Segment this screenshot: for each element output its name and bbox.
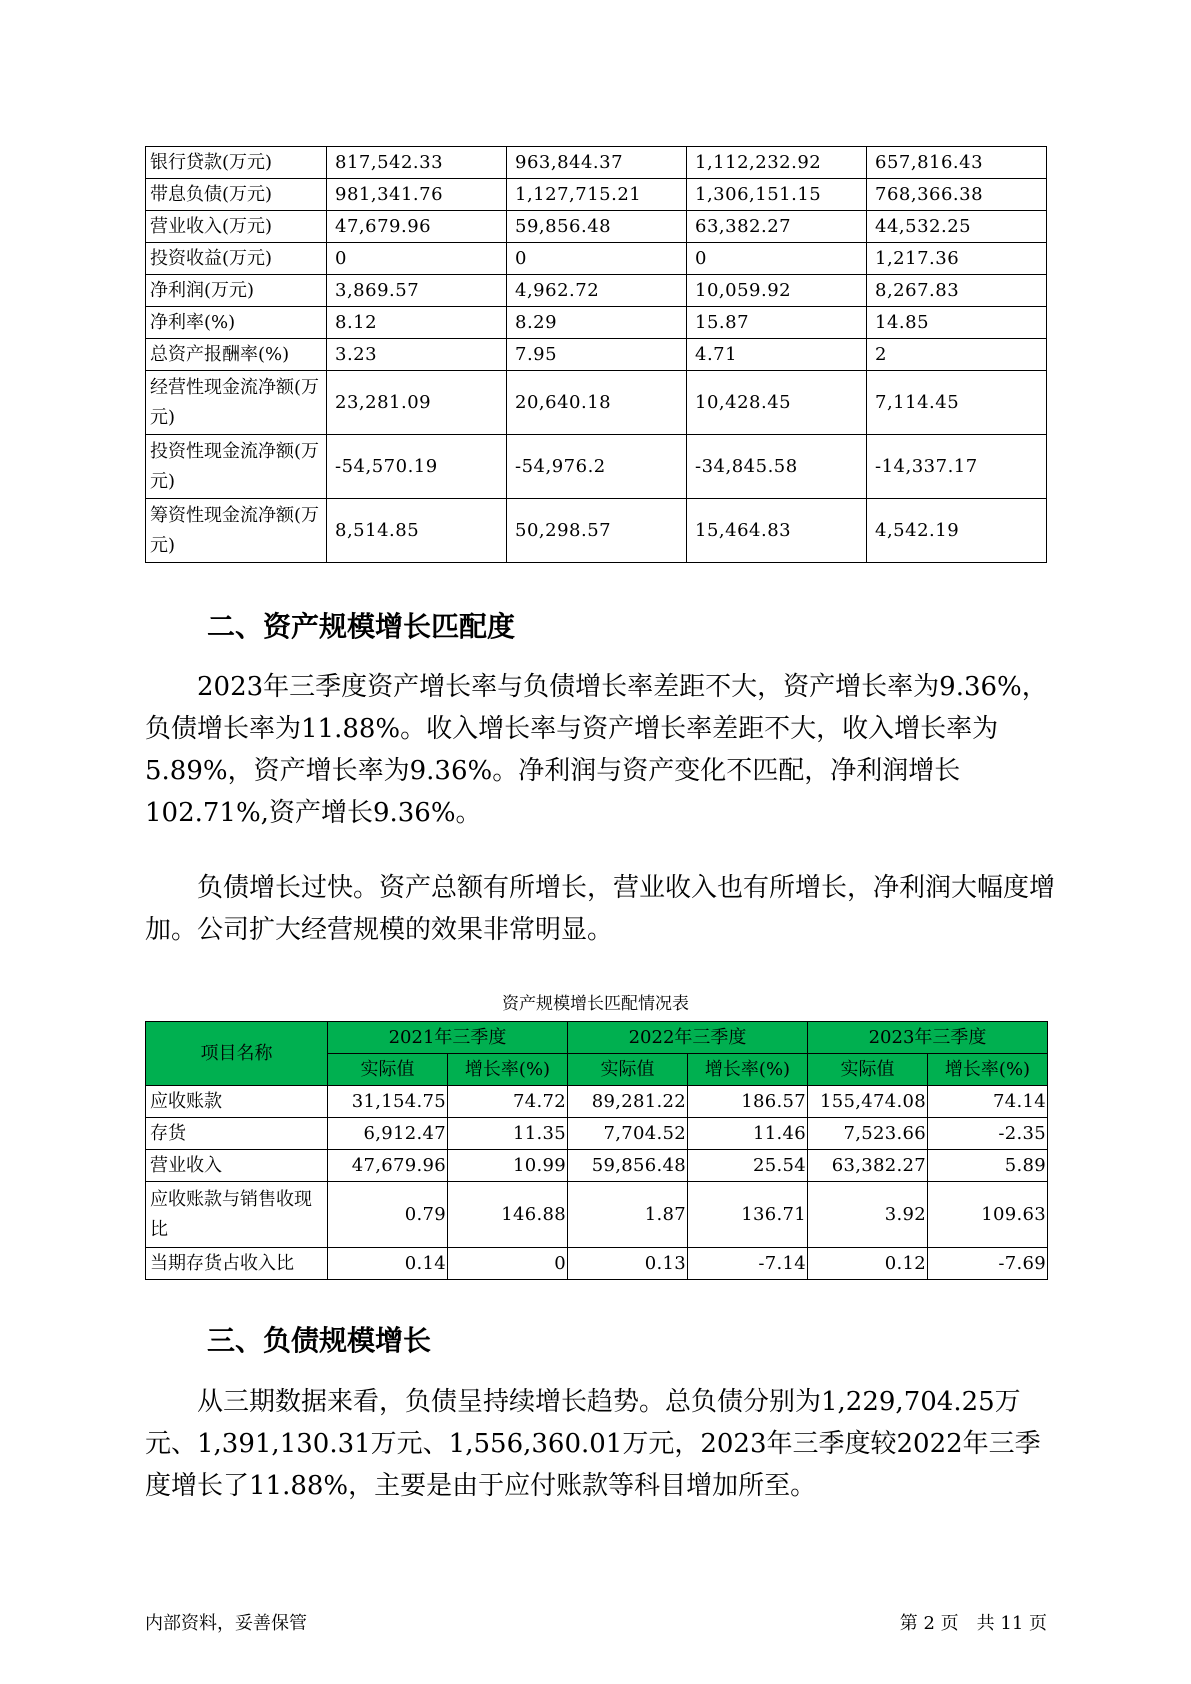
table-row: [146, 1150, 1048, 1182]
cell-value: 3.23: [327, 339, 507, 371]
table-row: [146, 275, 1047, 307]
table-row: [146, 435, 1047, 499]
footer-confidential-note: 内部资料，妥善保管: [145, 1613, 307, 1634]
cell-value: 23,281.09: [327, 371, 507, 435]
paragraph: 负债增长过快。资产总额有所增长，营业收入也有所增长，净利润大幅度增加。公司扩大经营规模的效果非常明显。: [145, 873, 1056, 945]
cell-value: 8,267.83: [867, 275, 1047, 307]
table-row: [146, 1086, 1048, 1118]
cell-value: 109.63: [928, 1182, 1048, 1248]
cell-value: -54,570.19: [327, 435, 507, 499]
column-header: 增长率(%): [448, 1054, 568, 1086]
cell-value: 10,428.45: [687, 371, 867, 435]
column-header: 实际值: [568, 1054, 688, 1086]
table-row: [146, 371, 1047, 435]
period-header: 2021年三季度: [328, 1022, 568, 1054]
column-header: 实际值: [328, 1054, 448, 1086]
cell-value: 10,059.92: [687, 275, 867, 307]
cell-value: -2.35: [928, 1118, 1048, 1150]
table-row: [146, 499, 1047, 563]
cell-value: 11.46: [688, 1118, 808, 1150]
cell-value: 136.71: [688, 1182, 808, 1248]
cell-value: 768,366.38: [867, 179, 1047, 211]
cell-value: 10.99: [448, 1150, 568, 1182]
table-row: [146, 179, 1047, 211]
column-header: 实际值: [808, 1054, 928, 1086]
cell-value: 3,869.57: [327, 275, 507, 307]
column-header: 项目名称: [146, 1022, 328, 1086]
row-label: 投资收益(万元): [146, 243, 327, 275]
table-row: [146, 1182, 1048, 1248]
cell-value: 155,474.08: [808, 1086, 928, 1118]
cell-value: 50,298.57: [507, 499, 687, 563]
page-number: 第 2 页 共 11 页: [899, 1613, 1047, 1634]
cell-value: 6,912.47: [328, 1118, 448, 1150]
cell-value: 59,856.48: [568, 1150, 688, 1182]
row-label: 营业收入(万元): [146, 211, 327, 243]
cell-value: -14,337.17: [867, 435, 1047, 499]
cell-value: 1,217.36: [867, 243, 1047, 275]
cell-value: 44,532.25: [867, 211, 1047, 243]
cell-value: 14.85: [867, 307, 1047, 339]
cell-value: 0: [507, 243, 687, 275]
section-heading: 二、资产规模增长匹配度: [207, 610, 516, 643]
period-header: 2022年三季度: [568, 1022, 808, 1054]
cell-value: 0.12: [808, 1248, 928, 1280]
cell-value: -34,845.58: [687, 435, 867, 499]
cell-value: 4,542.19: [867, 499, 1047, 563]
row-label: 经营性现金流净额(万元): [146, 371, 327, 435]
cell-value: 963,844.37: [507, 147, 687, 179]
cell-value: 0: [687, 243, 867, 275]
row-label: 筹资性现金流净额(万元): [146, 499, 327, 563]
row-label: 应收账款与销售收现比: [146, 1182, 328, 1248]
paragraph: 从三期数据来看，负债呈持续增长趋势。总负债分别为1,229,704.25万元、1,391,130.31万元、1,556,360.01万元，2023年三季度较2022年三季度增长了11.88%，主要是由于应付账款等科目增加所至。: [145, 1387, 1041, 1501]
cell-value: 146.88: [448, 1182, 568, 1248]
table-row: [146, 147, 1047, 179]
table-row: [146, 243, 1047, 275]
cell-value: 74.72: [448, 1086, 568, 1118]
row-label: 净利率(%): [146, 307, 327, 339]
cell-value: 7,114.45: [867, 371, 1047, 435]
cell-value: 817,542.33: [327, 147, 507, 179]
row-label: 银行贷款(万元): [146, 147, 327, 179]
cell-value: 1,127,715.21: [507, 179, 687, 211]
cell-value: 7.95: [507, 339, 687, 371]
cell-value: 657,816.43: [867, 147, 1047, 179]
cell-value: 20,640.18: [507, 371, 687, 435]
cell-value: 15.87: [687, 307, 867, 339]
cell-value: 5.89: [928, 1150, 1048, 1182]
column-header: 增长率(%): [928, 1054, 1048, 1086]
cell-value: 0: [327, 243, 507, 275]
row-label: 应收账款: [146, 1086, 328, 1118]
asset-growth-table: [145, 1021, 1048, 1280]
row-label: 总资产报酬率(%): [146, 339, 327, 371]
cell-value: 7,523.66: [808, 1118, 928, 1150]
row-label: 净利润(万元): [146, 275, 327, 307]
cell-value: 47,679.96: [328, 1150, 448, 1182]
cell-value: 11.35: [448, 1118, 568, 1150]
table-row: [146, 1248, 1048, 1280]
cell-value: -54,976.2: [507, 435, 687, 499]
cell-value: 0.14: [328, 1248, 448, 1280]
cell-value: 4.71: [687, 339, 867, 371]
table-caption: 资产规模增长匹配情况表: [502, 994, 689, 1014]
cell-value: 2: [867, 339, 1047, 371]
cell-value: 63,382.27: [808, 1150, 928, 1182]
cell-value: 0.79: [328, 1182, 448, 1248]
cell-value: 0: [448, 1248, 568, 1280]
row-label: 带息负债(万元): [146, 179, 327, 211]
row-label: 当期存货占收入比: [146, 1248, 328, 1280]
cell-value: 31,154.75: [328, 1086, 448, 1118]
cell-value: 59,856.48: [507, 211, 687, 243]
cell-value: 981,341.76: [327, 179, 507, 211]
table-row: [146, 307, 1047, 339]
section-heading: 三、负债规模增长: [207, 1324, 432, 1357]
table-row: [146, 339, 1047, 371]
cell-value: 47,679.96: [327, 211, 507, 243]
row-label: 投资性现金流净额(万元): [146, 435, 327, 499]
table-row: [146, 211, 1047, 243]
cell-value: 1.87: [568, 1182, 688, 1248]
cell-value: 74.14: [928, 1086, 1048, 1118]
cell-value: 25.54: [688, 1150, 808, 1182]
row-label: 营业收入: [146, 1150, 328, 1182]
cell-value: 7,704.52: [568, 1118, 688, 1150]
period-header: 2023年三季度: [808, 1022, 1048, 1054]
table-header-row: [146, 1022, 1048, 1054]
cell-value: 186.57: [688, 1086, 808, 1118]
cell-value: -7.14: [688, 1248, 808, 1280]
column-header: 增长率(%): [688, 1054, 808, 1086]
financial-indicators-table: [145, 146, 1047, 563]
cell-value: 4,962.72: [507, 275, 687, 307]
row-label: 存货: [146, 1118, 328, 1150]
cell-value: 1,112,232.92: [687, 147, 867, 179]
cell-value: -7.69: [928, 1248, 1048, 1280]
cell-value: 63,382.27: [687, 211, 867, 243]
paragraph: 2023年三季度资产增长率与负债增长率差距不大，资产增长率为9.36%，负债增长率为11.88%。收入增长率与资产增长率差距不大，收入增长率为5.89%，资产增长率为9.36%。净利润与资产变化不匹配，净利润增长102.71%,资产增长9.36%。: [145, 672, 1048, 828]
cell-value: 3.92: [808, 1182, 928, 1248]
cell-value: 8.12: [327, 307, 507, 339]
cell-value: 8,514.85: [327, 499, 507, 563]
cell-value: 1,306,151.15: [687, 179, 867, 211]
cell-value: 89,281.22: [568, 1086, 688, 1118]
cell-value: 15,464.83: [687, 499, 867, 563]
cell-value: 0.13: [568, 1248, 688, 1280]
table-row: [146, 1118, 1048, 1150]
cell-value: 8.29: [507, 307, 687, 339]
